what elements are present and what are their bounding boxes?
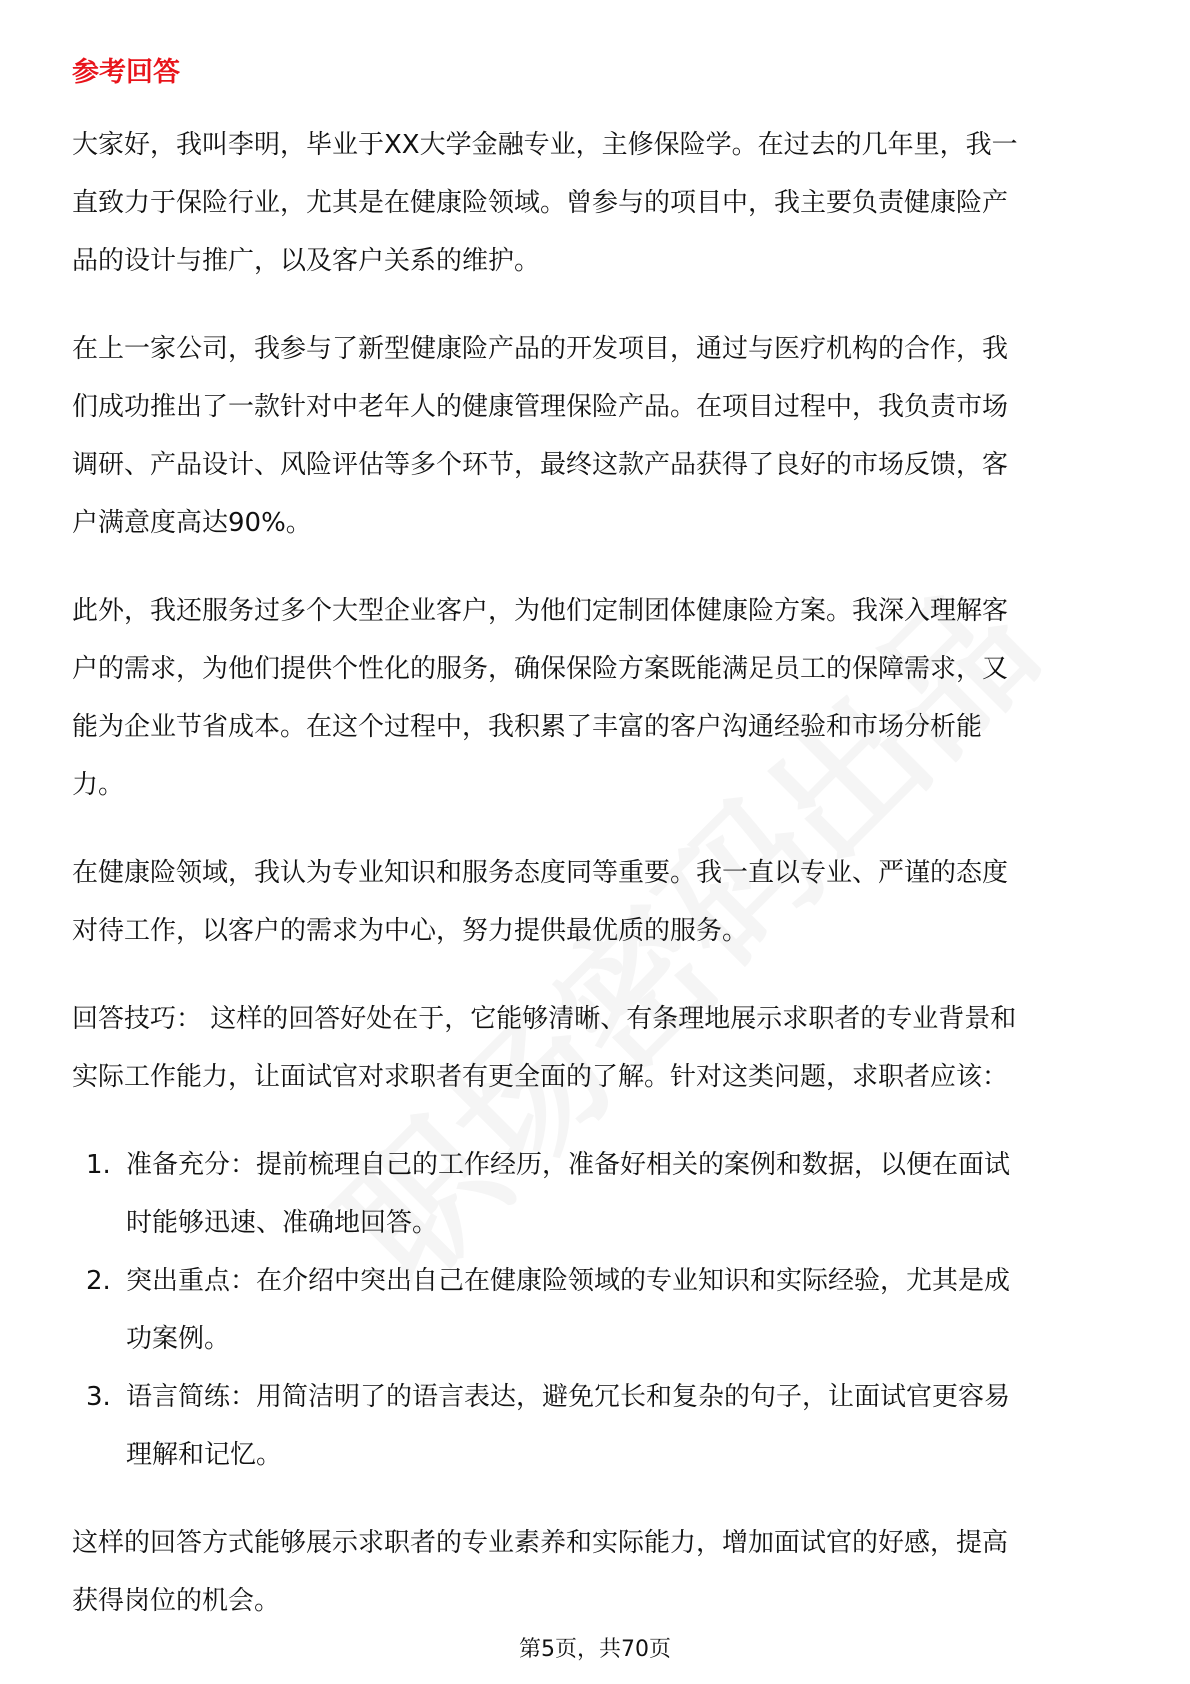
text-line: 们成功推出了一款针对中老年人的健康管理保险产品。在项目过程中，我负责市场 (72, 392, 1009, 422)
list-item (72, 1252, 1132, 1368)
page-number: 第5页，共70页 (519, 1637, 671, 1662)
text-line: 在健康险领域，我认为专业知识和服务态度同等重要。我一直以专业、严谨的态度 (72, 858, 1009, 888)
text-line: 此外，我还服务过多个大型企业客户，为他们定制团体健康险方案。我深入理解客 (72, 596, 1009, 626)
text-line: 能为企业节省成本。在这个过程中，我积累了丰富的客户沟通经验和市场分析能 (72, 712, 983, 742)
closing-paragraph (72, 1514, 1132, 1630)
text-line: 直致力于保险行业，尤其是在健康险领域。曾参与的项目中，我主要负责健康险产 (72, 188, 1009, 218)
text-line: 功案例。 (126, 1324, 231, 1354)
text-line: 户满意度高达90%。 (72, 508, 312, 538)
text-line: 语言简练：用简洁明了的语言表达，避免冗长和复杂的句子，让面试官更容易 (126, 1382, 1011, 1412)
text-line: 大家好，我叫李明，毕业于XX大学金融专业，主修保险学。在过去的几年里，我一 (72, 130, 1018, 160)
paragraph (72, 116, 1132, 290)
tips-list (72, 1136, 1132, 1484)
text-line: 品的设计与推广，以及客户关系的维护。 (72, 246, 541, 276)
text-line: 回答技巧： 这样的回答好处在于，它能够清晰、有条理地展示求职者的专业背景和 (72, 1004, 1017, 1034)
text-line: 时能够迅速、准确地回答。 (126, 1208, 439, 1238)
section-heading: 参考回答 (72, 57, 180, 88)
list-item (72, 1136, 1132, 1252)
list-number: 1. (86, 1150, 111, 1180)
paragraph (72, 990, 1132, 1106)
text-line: 获得岗位的机会。 (72, 1586, 281, 1616)
text-line: 理解和记忆。 (126, 1440, 283, 1470)
text-line: 调研、产品设计、风险评估等多个环节，最终这款产品获得了良好的市场反馈，客 (72, 450, 1009, 480)
text-line: 实际工作能力，让面试官对求职者有更全面的了解。针对这类问题，求职者应该： (72, 1062, 1009, 1092)
text-line: 对待工作，以客户的需求为中心，努力提供最优质的服务。 (72, 916, 749, 946)
document-body (72, 116, 1132, 1660)
paragraph (72, 844, 1132, 960)
text-line: 户的需求，为他们提供个性化的服务，确保保险方案既能满足员工的保障需求，又 (72, 654, 1009, 684)
text-line: 在上一家公司，我参与了新型健康险产品的开发项目，通过与医疗机构的合作，我 (72, 334, 1009, 364)
text-line: 准备充分：提前梳理自己的工作经历，准备好相关的案例和数据，以便在面试 (126, 1150, 1011, 1180)
list-number: 2. (86, 1266, 111, 1296)
list-item (72, 1368, 1132, 1484)
text-line: 力。 (72, 770, 125, 800)
paragraph (72, 320, 1132, 552)
text-line: 突出重点：在介绍中突出自己在健康险领域的专业知识和实际经验，尤其是成 (126, 1266, 1011, 1296)
list-number: 3. (86, 1382, 111, 1412)
text-line: 这样的回答方式能够展示求职者的专业素养和实际能力，增加面试官的好感，提高 (72, 1528, 1009, 1558)
paragraph (72, 582, 1132, 814)
